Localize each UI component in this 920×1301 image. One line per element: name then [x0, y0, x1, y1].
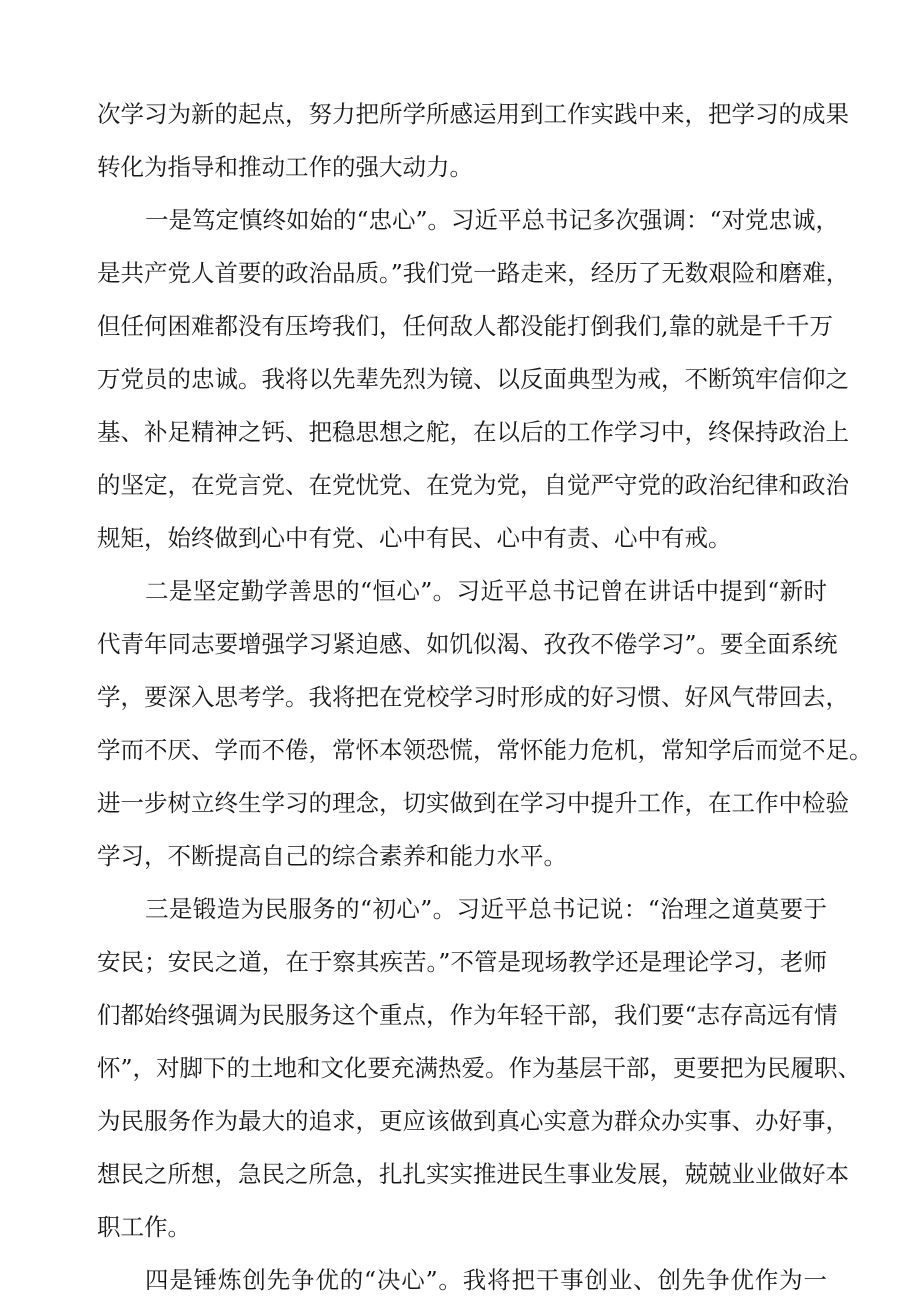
text-line: 但任何困难都没有压垮我们，任何敌人都没能打倒我们,靠的就是千千万 [97, 312, 833, 340]
paragraph-first-line: 一是笃定慎终如始的“忠心”。习近平总书记多次强调：“对党忠诚， [145, 206, 840, 234]
text-line: 基、补足精神之钙、把稳思想之舵，在以后的工作学习中，终保持政治上 [97, 418, 849, 446]
text-line: 想民之所想，急民之所急，扎扎实实推进民生事业发展，兢兢业业做好本 [97, 1160, 849, 1188]
text-line: 转化为指导和推动工作的强大动力。 [97, 153, 473, 181]
text-line: 的坚定，在党言党、在党忧党、在党为党，自觉严守党的政治纪律和政治 [97, 471, 849, 499]
text-line: 安民；安民之道，在于察其疾苦。”不管是现场教学还是理论学习，老师 [97, 948, 827, 976]
text-line: 职工作。 [97, 1213, 191, 1241]
text-line: 学习，不断提高自己的综合素养和能力水平。 [97, 842, 567, 870]
text-line: 学，要深入思考学。我将把在党校学习时形成的好习惯、好风气带回去， [97, 683, 849, 711]
text-line: 是共产党人首要的政治品质。”我们党一路走来，经历了无数艰险和磨难， [97, 259, 850, 287]
text-line: 万党员的忠诚。我将以先辈先烈为镜、以反面典型为戒，不断筑牢信仰之 [97, 365, 849, 393]
paragraph-first-line: 三是锻造为民服务的“初心”。习近平总书记说：“治理之道莫要于 [145, 895, 827, 923]
paragraph-first-line: 四是锤炼创先争优的“决心”。我将把干事创业、创先争优作为一 [145, 1266, 827, 1294]
text-line: 怀”，对脚下的土地和文化要充满热爱。作为基层干部，更要把为民履职、 [97, 1054, 862, 1082]
text-line: 规矩，始终做到心中有党、心中有民、心中有责、心中有戒。 [97, 524, 732, 552]
text-line: 次学习为新的起点，努力把所学所感运用到工作实践中来，把学习的成果 [97, 100, 849, 128]
text-line: 们都始终强调为民服务这个重点，作为年轻干部，我们要“志存高远有情 [97, 1001, 838, 1029]
text-line: 学而不厌、学而不倦，常怀本领恐慌，常怀能力危机，常知学后而觉不足。 [97, 736, 873, 764]
text-line: 代青年同志要增强学习紧迫感、如饥似渴、孜孜不倦学习”。要全面系统 [97, 630, 838, 658]
text-line: 为民服务作为最大的追求，更应该做到真心实意为群众办实事、办好事， [97, 1107, 849, 1135]
text-line: 进一步树立终生学习的理念，切实做到在学习中提升工作，在工作中检验 [97, 789, 849, 817]
paragraph-first-line: 二是坚定勤学善思的“恒心”。习近平总书记曾在讲话中提到“新时 [145, 577, 827, 605]
